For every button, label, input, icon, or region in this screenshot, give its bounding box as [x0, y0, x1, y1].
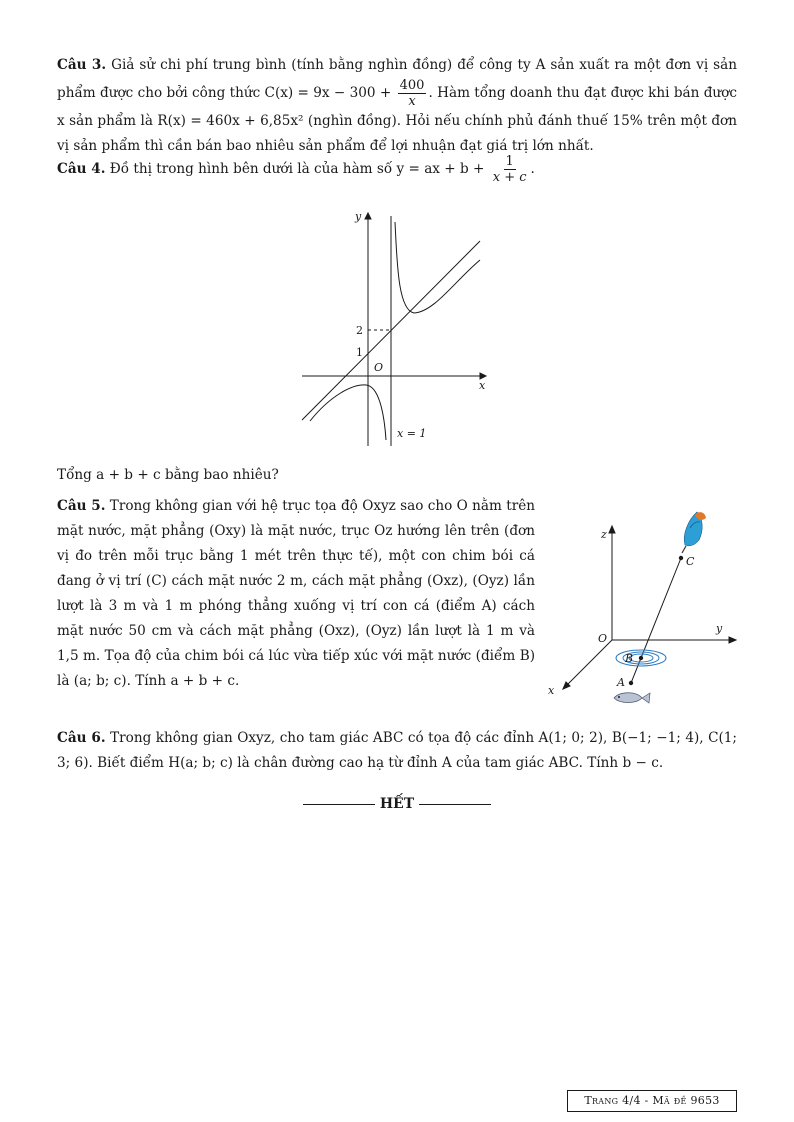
graph-y-axis-label: y	[355, 210, 362, 223]
question-5	[57, 494, 535, 694]
figure-y-axis-arrow	[729, 637, 736, 643]
question-3-fraction-numerator: 400	[399, 78, 425, 93]
figure-y-label: y	[716, 622, 723, 635]
end-marker-right-rule	[419, 804, 491, 805]
figure-x-label: x	[548, 684, 555, 697]
graph-tick-1: 1	[356, 346, 363, 359]
question-4	[57, 154, 737, 185]
kingfisher-bird-icon	[682, 512, 706, 553]
graph-origin-label: O	[374, 361, 384, 374]
question-6-label: Câu 6.	[57, 730, 106, 746]
point-C-dot	[679, 556, 683, 560]
figure-A-label: A	[617, 676, 625, 689]
question-5-figure	[540, 505, 740, 715]
question-5-text: Trong không gian với hệ trục tọa độ Oxyz sao cho O nằm trên mặt nước, mặt phẳng (Oxy) là mặt nước, trục Oz hướng lên trên (đơn vị đo trên mỗi trục bằng 1 mét trên thực tế), một con chim bói cá đang ở vị trí (C) cách mặt nước 2 m, cách mặt phẳng (Oxz), (Oyz) lần lượt là 3 m và 1 m phóng thẳng xuống vị trí con cá (điểm A) cách mặt nước 50 cm và cách mặt phẳng (Oxz), (Oyz) lần lượt là 1 m và 1,5 m. Tọa độ của chim bói cá lúc vừa tiếp xúc với mặt nước (điểm B) là (a; b; c). Tính a + b + c.	[57, 498, 535, 689]
figure-B-label: B	[625, 652, 634, 665]
figure-x-axis	[566, 640, 612, 686]
graph-curve-left-branch	[310, 385, 386, 440]
question-4-fraction	[491, 154, 529, 185]
graph-x-axis-label: x	[479, 379, 486, 392]
point-A-dot	[629, 681, 633, 685]
graph-tick-2: 2	[356, 324, 363, 337]
figure-origin-label: O	[598, 632, 608, 645]
question-3-text-part1: Giả sử chi phí trung bình (tính bằng nghìn đồng) để công ty A sản xuất ra một đơn vị sản phẩm được cho bởi công thức C(x) = 9x − 300 +	[57, 57, 737, 101]
end-marker-left-rule	[303, 804, 375, 805]
graph-curve-right-branch	[395, 222, 480, 313]
question-6	[57, 726, 737, 776]
question-3-fraction	[398, 78, 427, 109]
fish-icon	[614, 693, 650, 703]
graph-y-axis-arrow	[365, 213, 371, 219]
figure-z-label: z	[601, 528, 607, 541]
question-3-fraction-denominator: x	[408, 94, 416, 109]
question-4-fraction-denominator: x + c	[492, 170, 527, 185]
question-6-text: Trong không gian Oxyz, cho tam giác ABC có tọa độ các đỉnh A(1; 0; 2), B(−1; −1; 4), C(1; 3; 6). Biết điểm H(a; b; c) là chân đường cao hạ từ đỉnh A của tam giác ABC. Tính b − c.	[57, 730, 737, 771]
question-3-text-part2: . Hàm tổng doanh thu đạt được khi bán được x sản phẩm là R(x) = 460x + 6,85x² (nghìn đồng). Hỏi nếu chính phủ đánh thuế 15% trên một đơn vị sản phẩm thì cần bán bao nhiêu sản phẩm để lợi nhuận đạt giá trị lớn nhất.	[57, 85, 737, 154]
question-4-graph	[296, 202, 496, 447]
figure-z-axis-arrow	[609, 526, 615, 533]
graph-asymptote-label: x = 1	[397, 427, 427, 440]
question-3	[57, 53, 737, 159]
question-4-text: Đồ thị trong hình bên dưới là của hàm số y = ax + b +	[105, 161, 489, 177]
figure-C-label: C	[686, 555, 695, 568]
question-4-ask: Tổng a + b + c bằng bao nhiêu?	[57, 467, 279, 483]
question-5-label: Câu 5.	[57, 498, 106, 514]
page-footer: Trang 4/4 - Mã đề 9653	[567, 1090, 737, 1112]
question-4-text-end: .	[530, 161, 535, 177]
point-B-dot	[639, 656, 643, 660]
end-marker	[297, 792, 497, 817]
question-4-fraction-numerator: 1	[505, 154, 514, 169]
end-marker-text: HẾT	[379, 796, 415, 812]
question-4-label: Câu 4.	[57, 161, 106, 177]
question-3-label: Câu 3.	[57, 57, 107, 73]
